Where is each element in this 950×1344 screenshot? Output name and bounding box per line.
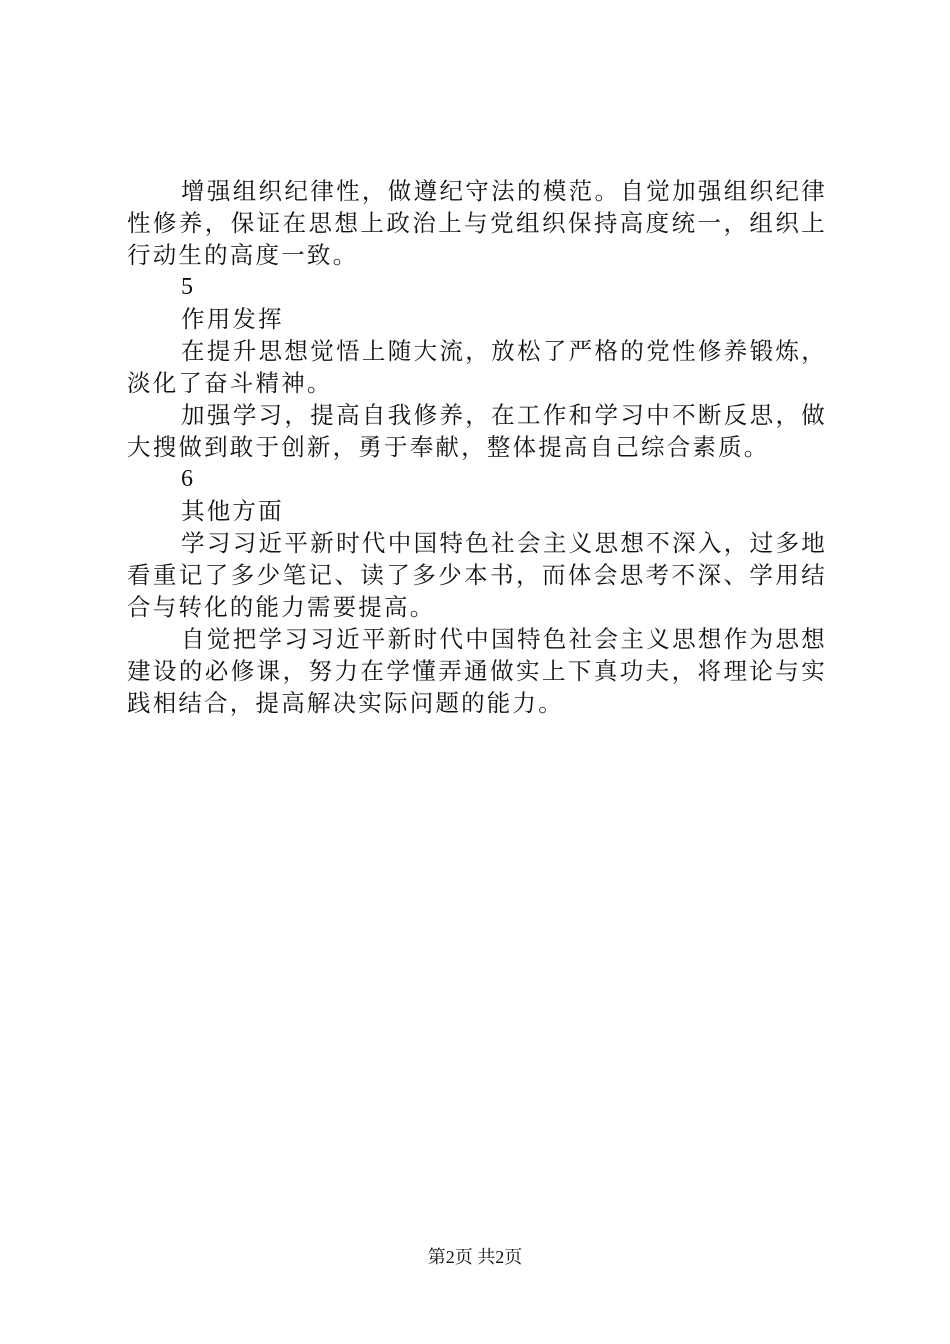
section-heading-other: 其他方面	[181, 497, 284, 525]
page-footer: 第2页 共2页	[427, 1247, 523, 1267]
document-body	[127, 175, 827, 719]
section-number-6: 6	[181, 466, 193, 492]
paragraph-discipline: 增强组织纪律性，做遵纪守法的模范。自觉加强组织纪律性修养，保证在思想上政治上与党组织保持高度统一，组织上行动生的高度一致。	[127, 177, 827, 269]
paragraph-role-measure: 加强学习，提高自我修养，在工作和学习中不断反思，做大搜做到敢于创新，勇于奉献，整体提高自己综合素质。	[127, 401, 827, 461]
paragraph-other-measure: 自觉把学习习近平新时代中国特色社会主义思想作为思想建设的必修课，努力在学懂弄通做实上下真功夫，将理论与实践相结合，提高解决实际问题的能力。	[127, 625, 827, 717]
paragraph-other-problem: 学习习近平新时代中国特色社会主义思想不深入，过多地看重记了多少笔记、读了多少本书，而体会思考不深、学用结合与转化的能力需要提高。	[127, 529, 827, 621]
paragraph-role-problem: 在提升思想觉悟上随大流，放松了严格的党性修养锻炼，淡化了奋斗精神。	[127, 337, 827, 397]
section-number-5: 5	[181, 274, 193, 300]
section-heading-role: 作用发挥	[181, 305, 284, 333]
